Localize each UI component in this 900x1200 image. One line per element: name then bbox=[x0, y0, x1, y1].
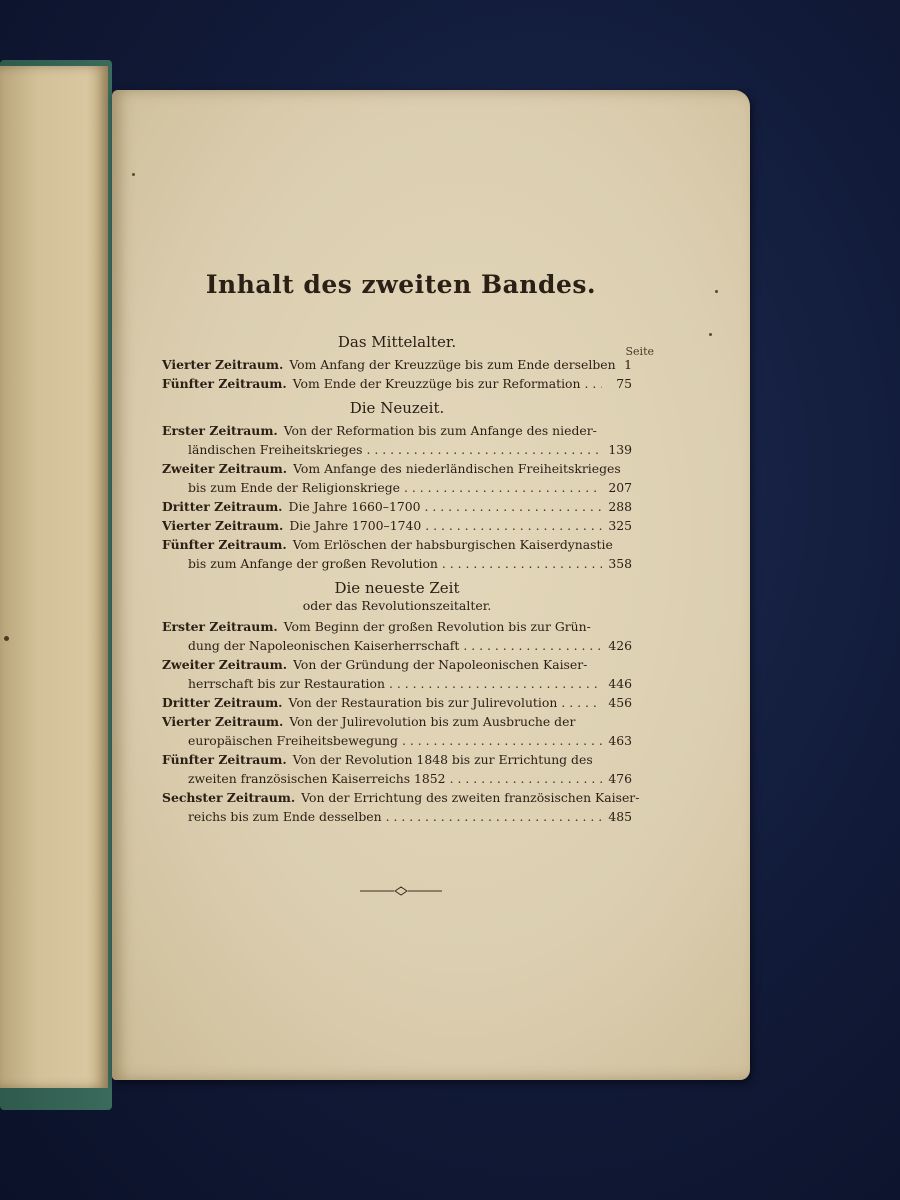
entry-text: Von der Restauration bis zur Julirevolution bbox=[288, 695, 558, 710]
dot-leader bbox=[424, 497, 602, 516]
page-number: 207 bbox=[608, 480, 632, 495]
toc-entry bbox=[162, 374, 632, 393]
page-column-label: Seite bbox=[625, 345, 654, 358]
entry-text: Von der Revolution 1848 bis zur Errichtung des bbox=[292, 752, 593, 767]
section-heading bbox=[162, 579, 632, 613]
page-number: 139 bbox=[608, 442, 632, 457]
toc-entry-line bbox=[162, 355, 632, 374]
dot-leader bbox=[425, 516, 602, 535]
dot-leader bbox=[561, 693, 602, 712]
toc-entry bbox=[162, 712, 632, 750]
page-number: 476 bbox=[608, 771, 632, 786]
entry-text: ländischen Freiheitskrieges bbox=[188, 442, 363, 457]
toc-entry bbox=[162, 788, 640, 826]
entry-text: Von der Julirevolution bis zum Ausbruche der bbox=[289, 714, 576, 729]
page-number: 456 bbox=[608, 695, 632, 710]
dot-leader bbox=[367, 440, 602, 459]
page-speck bbox=[715, 290, 718, 293]
toc-entry bbox=[162, 617, 632, 655]
dot-leader bbox=[463, 636, 602, 655]
toc-entry bbox=[162, 421, 632, 459]
ornament-diamond-icon bbox=[395, 887, 407, 895]
toc-entry bbox=[162, 516, 632, 535]
entry-label: Fünfter Zeitraum. bbox=[162, 752, 287, 767]
entry-text: europäischen Freiheitsbewegung bbox=[188, 733, 398, 748]
toc-entry-line bbox=[162, 788, 640, 807]
page-speck bbox=[132, 173, 135, 176]
toc-entry-line bbox=[162, 731, 632, 750]
previous-page-edge bbox=[0, 66, 108, 1088]
entry-label: Fünfter Zeitraum. bbox=[162, 537, 287, 552]
toc-entry-line bbox=[162, 478, 632, 497]
entry-text: Vom Anfange des niederländischen Freiheitskrieges bbox=[293, 461, 621, 476]
toc-entry bbox=[162, 497, 632, 516]
section-title: Die neueste Zeit bbox=[334, 579, 460, 597]
entry-label: Vierter Zeitraum. bbox=[162, 357, 284, 372]
section-title: Die Neuzeit. bbox=[349, 399, 445, 417]
dot-leader bbox=[389, 674, 602, 693]
entry-text: Vom Ende der Kreuzzüge bis zur Reformation bbox=[292, 376, 581, 391]
entry-text: Von der Gründung der Napoleonischen Kaiser- bbox=[293, 657, 588, 672]
toc-entry bbox=[162, 459, 632, 497]
entry-label: Dritter Zeitraum. bbox=[162, 499, 283, 514]
entry-text: bis zum Ende der Religionskriege bbox=[188, 480, 401, 495]
toc-entry bbox=[162, 655, 632, 693]
dot-leader bbox=[585, 374, 603, 393]
dot-leader bbox=[402, 731, 602, 750]
page-number: 358 bbox=[608, 556, 632, 571]
entry-label: Erster Zeitraum. bbox=[162, 619, 278, 634]
entry-text: Von der Reformation bis zum Anfange des nieder- bbox=[283, 423, 597, 438]
toc-entry-line bbox=[162, 554, 632, 573]
entry-label: Zweiter Zeitraum. bbox=[162, 461, 288, 476]
dot-leader bbox=[442, 554, 602, 573]
entry-text: bis zum Anfange der großen Revolution bbox=[188, 556, 438, 571]
page-number: 446 bbox=[608, 676, 632, 691]
toc-sections bbox=[162, 333, 654, 826]
toc-entry bbox=[162, 750, 632, 788]
toc-entry-line bbox=[162, 421, 632, 440]
entry-text: Die Jahre 1700–1740 bbox=[289, 518, 422, 533]
page-number: 426 bbox=[608, 638, 632, 653]
entry-text: Die Jahre 1660–1700 bbox=[288, 499, 421, 514]
page-speck bbox=[709, 333, 712, 336]
entry-label: Erster Zeitraum. bbox=[162, 423, 278, 438]
toc-entry-line bbox=[162, 655, 632, 674]
entry-text: Vom Erlöschen der habsburgischen Kaiserdynastie bbox=[292, 537, 613, 552]
entry-text: Vom Anfang der Kreuzzüge bis zum Ende derselben bbox=[289, 357, 616, 372]
toc-entry-line bbox=[162, 769, 632, 788]
page-number: 75 bbox=[616, 376, 632, 391]
entry-label: Zweiter Zeitraum. bbox=[162, 657, 288, 672]
entry-label: Sechster Zeitraum. bbox=[162, 790, 296, 805]
toc-entry-line bbox=[162, 535, 632, 554]
page-title: Inhalt des zweiten Bandes. bbox=[205, 270, 597, 299]
dot-leader bbox=[386, 807, 602, 826]
toc-entry-line bbox=[162, 440, 632, 459]
entry-text: zweiten französischen Kaiserreichs 1852 bbox=[188, 771, 446, 786]
entry-label: Vierter Zeitraum. bbox=[162, 518, 284, 533]
toc-entry-line bbox=[162, 750, 632, 769]
entry-label: Dritter Zeitraum. bbox=[162, 695, 283, 710]
dot-leader bbox=[450, 769, 602, 788]
page-stain bbox=[4, 636, 9, 641]
toc-entry-line bbox=[162, 712, 632, 731]
section-subtitle: oder das Revolutionszeitalter. bbox=[302, 598, 492, 613]
table-of-contents bbox=[162, 270, 654, 826]
page-number: 463 bbox=[608, 733, 632, 748]
toc-entry-line bbox=[162, 674, 632, 693]
entry-label: Vierter Zeitraum. bbox=[162, 714, 284, 729]
entry-text: Vom Beginn der großen Revolution bis zur Grün- bbox=[283, 619, 591, 634]
toc-entry-line bbox=[162, 374, 632, 393]
entry-text: Von der Errichtung des zweiten französischen Kaiser- bbox=[301, 790, 640, 805]
toc-entry-line bbox=[162, 807, 632, 826]
entry-text: dung der Napoleonischen Kaiserherrschaft bbox=[188, 638, 460, 653]
toc-entry bbox=[162, 355, 632, 374]
book-page bbox=[112, 90, 750, 1080]
section-heading bbox=[162, 399, 632, 417]
dot-leader bbox=[404, 478, 602, 497]
toc-entry-line bbox=[162, 516, 632, 535]
toc-entry bbox=[162, 693, 632, 712]
page-number: 485 bbox=[608, 809, 632, 824]
toc-entry bbox=[162, 535, 632, 573]
section-heading bbox=[162, 333, 654, 358]
toc-entry-line bbox=[162, 693, 632, 712]
toc-entry-line bbox=[162, 636, 632, 655]
page-number: 325 bbox=[608, 518, 632, 533]
entry-label: Fünfter Zeitraum. bbox=[162, 376, 287, 391]
toc-entry-line bbox=[162, 497, 632, 516]
page-number: 1 bbox=[624, 357, 632, 372]
page-number: 288 bbox=[608, 499, 632, 514]
section-title: Das Mittelalter. bbox=[337, 333, 457, 351]
entry-text: reichs bis zum Ende desselben bbox=[188, 809, 382, 824]
entry-text: herrschaft bis zur Restauration bbox=[188, 676, 385, 691]
toc-entry-line bbox=[162, 459, 632, 478]
ornament-divider bbox=[360, 885, 442, 897]
toc-entry-line bbox=[162, 617, 632, 636]
